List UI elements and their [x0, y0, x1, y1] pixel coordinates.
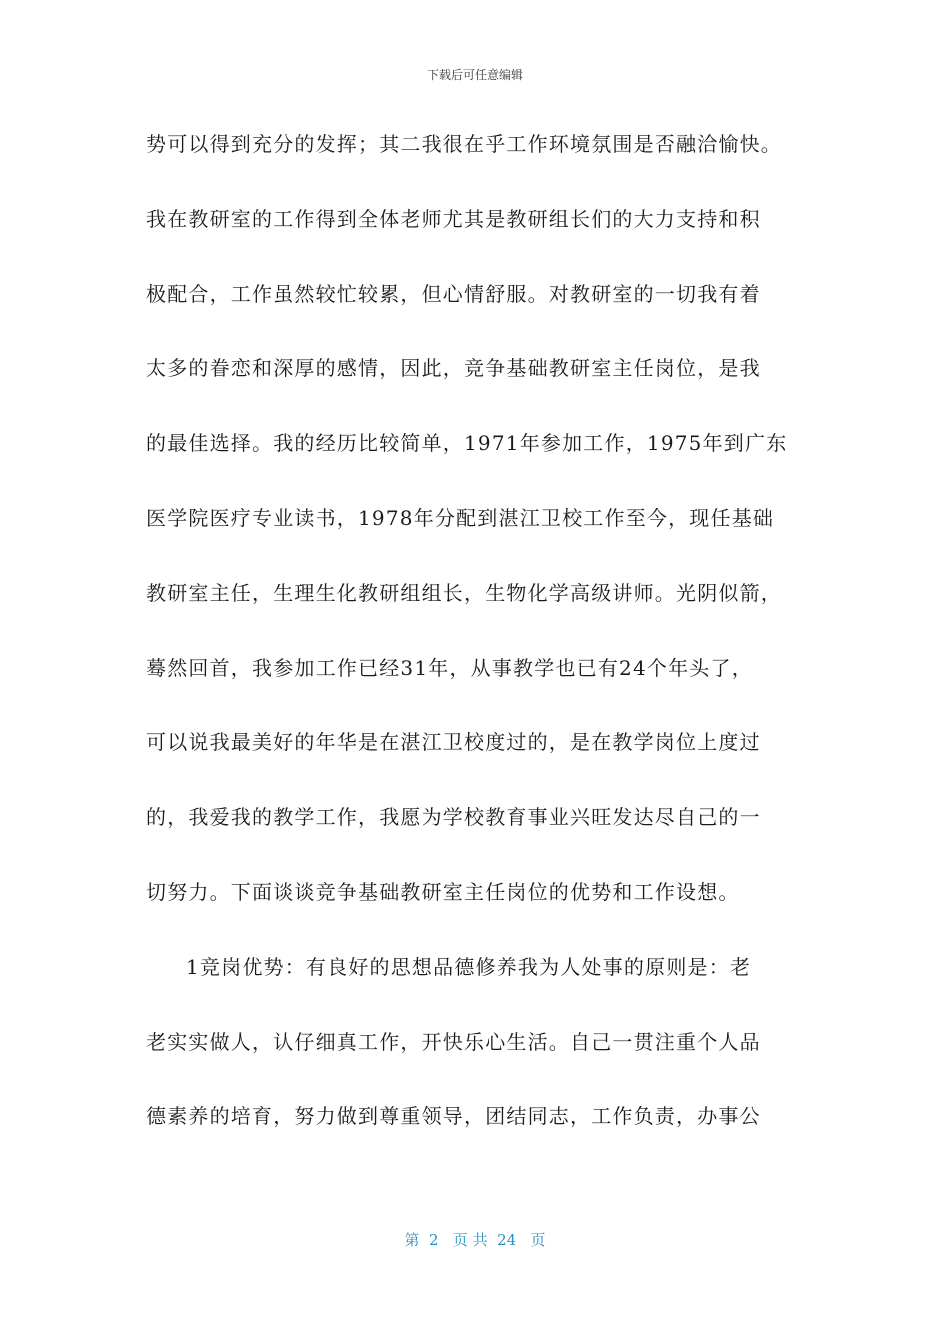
text-line: 切努力。下面谈谈竞争基础教研室主任岗位的优势和工作设想。: [146, 879, 740, 904]
text-line: 极配合，工作虽然较忙较累，但心情舒服。对教研室的一切我有着: [146, 281, 761, 306]
text-line: 我在教研室的工作得到全体老师尤其是教研组长们的大力支持和积: [146, 206, 761, 231]
text-line: 的，我爱我的教学工作，我愿为学校教育事业兴旺发达尽自己的一: [146, 805, 761, 830]
page-header: 下载后可任意编辑: [426, 68, 523, 82]
document-body: [146, 128, 826, 1175]
paragraph-start-line: 1竞岗优势：有良好的思想品德修养我为人处事的原则是：老: [186, 954, 752, 979]
text-line: 医学院医疗专业读书，1978年分配到湛江卫校工作至今，现任基础: [146, 505, 775, 530]
text-line: 可以说我最美好的年华是在湛江卫校度过的，是在教学岗位上度过: [146, 730, 761, 755]
page-number-footer: 第 2 页 共 24 页: [404, 1231, 546, 1249]
text-line: 势可以得到充分的发挥；其二我很在乎工作环境氛围是否融洽愉快。: [146, 132, 782, 156]
text-line: 老实实做人，认仔细真工作，开快乐心生活。自己一贯注重个人品: [146, 1029, 761, 1054]
text-line: 太多的眷恋和深厚的感情，因此，竞争基础教研室主任岗位，是我: [146, 356, 761, 381]
text-line: 蓦然回首，我参加工作已经31年，从事教学也已有24个年头了，: [146, 655, 753, 680]
text-line: 德素养的培育，努力做到尊重领导，团结同志，工作负责，办事公: [146, 1104, 761, 1129]
text-line: 教研室主任，生理生化教研组组长，生物化学高级讲师。光阴似箭，: [146, 580, 782, 605]
text-line: 的最佳选择。我的经历比较简单，1971年参加工作，1975年到广东: [146, 431, 788, 456]
